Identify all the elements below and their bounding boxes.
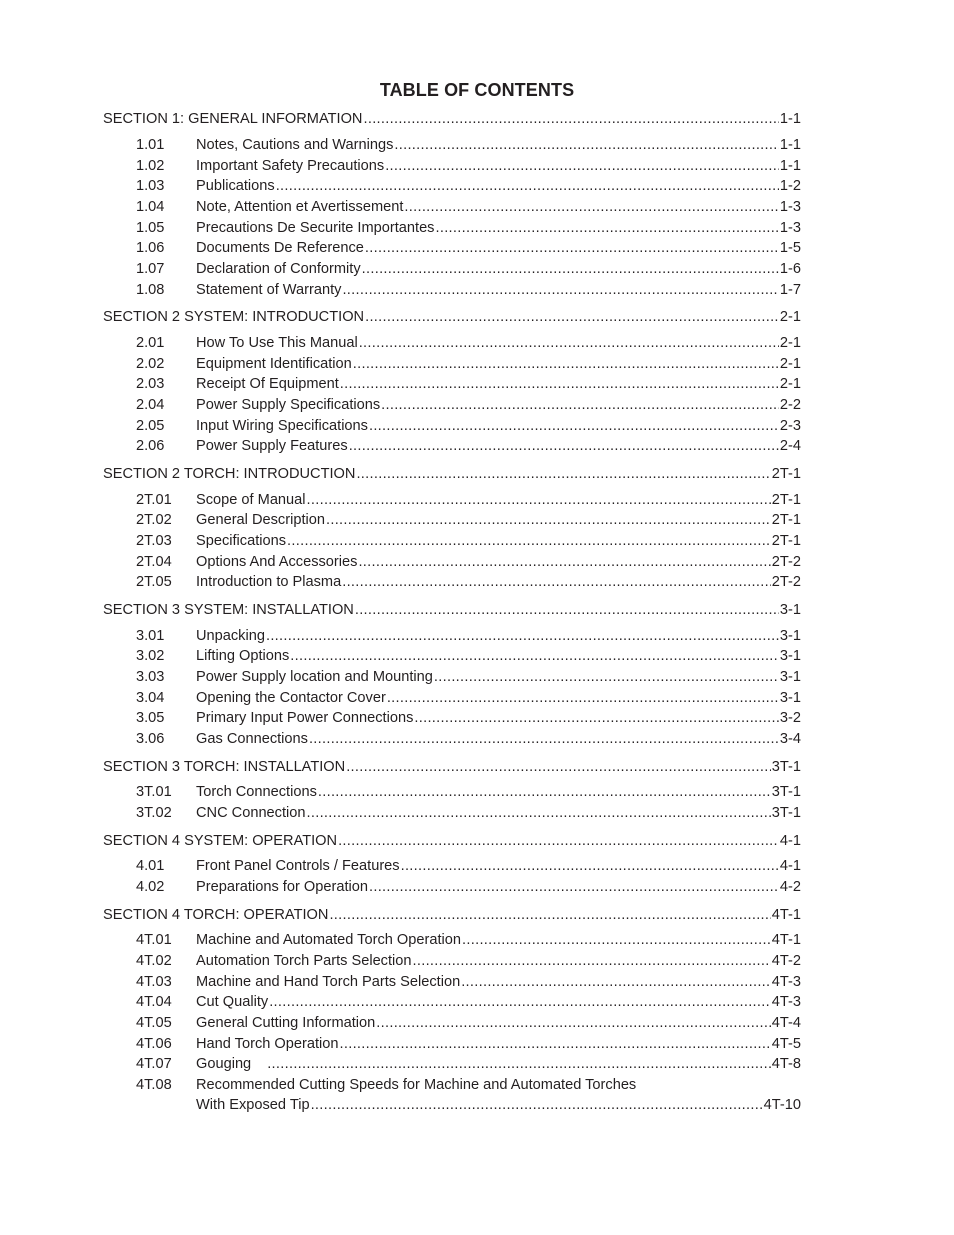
entry-title: Options And Accessories bbox=[196, 554, 358, 570]
toc-entry[interactable] bbox=[0, 856, 954, 876]
page-number: 2T-2 bbox=[771, 554, 801, 570]
dot-leader bbox=[369, 416, 779, 436]
dot-leader bbox=[269, 992, 771, 1012]
entry-title: Machine and Hand Torch Parts Selection bbox=[196, 974, 461, 990]
dot-leader bbox=[356, 464, 770, 484]
section-title: SECTION 2 TORCH: INTRODUCTION bbox=[103, 466, 356, 482]
toc-entry[interactable] bbox=[0, 436, 954, 456]
toc-entry[interactable] bbox=[0, 510, 954, 530]
page-number: 1-3 bbox=[779, 199, 801, 215]
dot-leader bbox=[365, 307, 779, 327]
page-number: 4T-8 bbox=[771, 1056, 801, 1072]
entry-number: 2.02 bbox=[136, 356, 165, 372]
page-number: 3-2 bbox=[779, 710, 801, 726]
entry-number: 4T.02 bbox=[136, 953, 172, 969]
page-number: 3-1 bbox=[779, 690, 801, 706]
entry-title: Automation Torch Parts Selection bbox=[196, 953, 412, 969]
dot-leader bbox=[358, 552, 770, 572]
page-number: 4T-3 bbox=[771, 974, 801, 990]
entry-number: 2.01 bbox=[136, 335, 165, 351]
page-number: 1-1 bbox=[779, 137, 801, 153]
entry-number: 1.05 bbox=[136, 220, 165, 236]
dot-leader bbox=[365, 238, 779, 258]
dot-leader bbox=[362, 259, 779, 279]
entry-title: Note, Attention et Avertissement bbox=[196, 199, 404, 215]
entry-title: Documents De Reference bbox=[196, 240, 364, 256]
toc-entry[interactable] bbox=[0, 667, 954, 687]
section-title: SECTION 4 TORCH: OPERATION bbox=[103, 907, 329, 923]
entry-title: Front Panel Controls / Features bbox=[196, 858, 400, 874]
toc-entry[interactable] bbox=[0, 354, 954, 374]
entry-title: Introduction to Plasma bbox=[196, 574, 342, 590]
dot-leader bbox=[462, 930, 771, 950]
page-number: 1-1 bbox=[779, 158, 801, 174]
dot-leader bbox=[404, 197, 779, 217]
toc-section[interactable] bbox=[0, 600, 954, 620]
entry-title: Gouging bbox=[196, 1056, 252, 1072]
page-number: 1-5 bbox=[779, 240, 801, 256]
page-number: 3T-1 bbox=[771, 805, 801, 821]
dot-leader bbox=[276, 176, 779, 196]
entry-title: Notes, Cautions and Warnings bbox=[196, 137, 394, 153]
dot-leader bbox=[342, 572, 771, 592]
dot-leader bbox=[309, 729, 779, 749]
toc-entry-continuation[interactable] bbox=[0, 1095, 954, 1115]
entry-number: 2T.05 bbox=[136, 574, 172, 590]
page-number: 4T-1 bbox=[771, 932, 801, 948]
section-title: SECTION 3 SYSTEM: INSTALLATION bbox=[103, 602, 354, 618]
toc-entry[interactable] bbox=[0, 416, 954, 436]
entry-title: Unpacking bbox=[196, 628, 265, 644]
entry-number: 2T.03 bbox=[136, 533, 172, 549]
entry-number: 4T.04 bbox=[136, 994, 172, 1010]
page-number: 4T-3 bbox=[771, 994, 801, 1010]
entry-title: How To Use This Manual bbox=[196, 335, 358, 351]
toc-entry[interactable] bbox=[0, 333, 954, 353]
toc-entry[interactable] bbox=[0, 218, 954, 238]
page-number: 2T-1 bbox=[771, 512, 801, 528]
page-number: 2T-2 bbox=[771, 574, 801, 590]
page-number: 1-2 bbox=[779, 178, 801, 194]
entry-number: 3.04 bbox=[136, 690, 165, 706]
toc-entry[interactable] bbox=[0, 572, 954, 592]
entry-number: 4T.03 bbox=[136, 974, 172, 990]
entry-number: 4T.08 bbox=[136, 1077, 172, 1093]
toc-entry[interactable] bbox=[0, 395, 954, 415]
entry-title: Torch Connections bbox=[196, 784, 317, 800]
entry-number: 4T.01 bbox=[136, 932, 172, 948]
entry-number: 1.07 bbox=[136, 261, 165, 277]
page-number: 3-1 bbox=[779, 648, 801, 664]
entry-title: Power Supply location and Mounting bbox=[196, 669, 433, 685]
toc-entry[interactable] bbox=[0, 156, 954, 176]
entry-title-continued: With Exposed Tip bbox=[196, 1097, 310, 1113]
toc-entry[interactable] bbox=[0, 877, 954, 897]
entry-title: Power Supply Features bbox=[196, 438, 348, 454]
dot-leader bbox=[353, 354, 779, 374]
dot-leader bbox=[355, 600, 779, 620]
toc-entry[interactable] bbox=[0, 1013, 954, 1033]
section-title: SECTION 1: GENERAL INFORMATION bbox=[103, 111, 363, 127]
toc-section[interactable] bbox=[0, 307, 954, 327]
entry-title: Specifications bbox=[196, 533, 287, 549]
page-number: 3T-1 bbox=[771, 784, 801, 800]
dot-leader bbox=[266, 626, 779, 646]
toc-entry[interactable] bbox=[0, 972, 954, 992]
toc-entry[interactable] bbox=[0, 552, 954, 572]
page-number: 2-3 bbox=[779, 418, 801, 434]
entry-number: 2.04 bbox=[136, 397, 165, 413]
page-number: 1-7 bbox=[779, 282, 801, 298]
entry-number: 4.02 bbox=[136, 879, 165, 895]
entry-title: Power Supply Specifications bbox=[196, 397, 381, 413]
entry-number: 4T.06 bbox=[136, 1036, 172, 1052]
toc-entry[interactable] bbox=[0, 259, 954, 279]
entry-number: 1.06 bbox=[136, 240, 165, 256]
entry-title: Statement of Warranty bbox=[196, 282, 342, 298]
dot-leader bbox=[342, 280, 778, 300]
entry-title: Equipment Identification bbox=[196, 356, 352, 372]
entry-number: 3T.02 bbox=[136, 805, 172, 821]
page-number: 4-1 bbox=[779, 858, 801, 874]
entry-title: Precautions De Securite Importantes bbox=[196, 220, 435, 236]
dot-leader bbox=[318, 782, 771, 802]
entry-title: Input Wiring Specifications bbox=[196, 418, 368, 434]
toc-entry[interactable] bbox=[0, 782, 954, 802]
dot-leader bbox=[376, 1013, 771, 1033]
page-number: 1-3 bbox=[779, 220, 801, 236]
dot-leader bbox=[461, 972, 771, 992]
page-number: 3-1 bbox=[779, 602, 801, 618]
entry-number: 2T.04 bbox=[136, 554, 172, 570]
toc-entry[interactable] bbox=[0, 531, 954, 551]
dot-leader bbox=[287, 531, 771, 551]
entry-title: Cut Quality bbox=[196, 994, 269, 1010]
toc-entry[interactable] bbox=[0, 688, 954, 708]
entry-number: 2.06 bbox=[136, 438, 165, 454]
dot-leader bbox=[267, 1054, 771, 1074]
page-number: 4T-1 bbox=[771, 907, 801, 923]
entry-title: Opening the Contactor Cover bbox=[196, 690, 386, 706]
page-number: 2T-1 bbox=[771, 492, 801, 508]
toc-entry[interactable] bbox=[0, 803, 954, 823]
page-number: 4T-2 bbox=[771, 953, 801, 969]
page-number: 2-1 bbox=[779, 335, 801, 351]
dot-leader bbox=[369, 877, 779, 897]
dot-leader bbox=[340, 1034, 771, 1054]
entry-number: 3.01 bbox=[136, 628, 165, 644]
section-title: SECTION 4 SYSTEM: OPERATION bbox=[103, 833, 338, 849]
page-number: 1-6 bbox=[779, 261, 801, 277]
page-number: 4T-4 bbox=[771, 1015, 801, 1031]
toc-entry[interactable] bbox=[0, 646, 954, 666]
entry-title: Lifting Options bbox=[196, 648, 290, 664]
toc-entry[interactable] bbox=[0, 951, 954, 971]
page-number: 1-1 bbox=[779, 111, 801, 127]
entry-title: Receipt Of Equipment bbox=[196, 376, 339, 392]
page-number: 3T-1 bbox=[771, 759, 801, 775]
toc-entry[interactable] bbox=[0, 626, 954, 646]
dot-leader bbox=[435, 218, 778, 238]
entry-number: 2T.02 bbox=[136, 512, 172, 528]
section-title: SECTION 3 TORCH: INSTALLATION bbox=[103, 759, 346, 775]
toc-section[interactable] bbox=[0, 905, 954, 925]
dot-leader bbox=[329, 905, 770, 925]
page-number: 4T-5 bbox=[771, 1036, 801, 1052]
page-number: 3-1 bbox=[779, 669, 801, 685]
entry-title: Publications bbox=[196, 178, 275, 194]
dot-leader bbox=[311, 1095, 763, 1115]
entry-title: Primary Input Power Connections bbox=[196, 710, 414, 726]
page-number: 4-2 bbox=[779, 879, 801, 895]
toc-entry[interactable] bbox=[0, 238, 954, 258]
entry-number: 1.02 bbox=[136, 158, 165, 174]
entry-title: Important Safety Precautions bbox=[196, 158, 385, 174]
toc-entry[interactable] bbox=[0, 930, 954, 950]
dot-leader bbox=[359, 333, 779, 353]
entry-number: 4.01 bbox=[136, 858, 165, 874]
entry-number: 4T.07 bbox=[136, 1056, 172, 1072]
entry-title: Declaration of Conformity bbox=[196, 261, 361, 277]
entry-number: 2T.01 bbox=[136, 492, 172, 508]
dot-leader bbox=[307, 803, 771, 823]
entry-title: General Cutting Information bbox=[196, 1015, 376, 1031]
entry-number: 1.08 bbox=[136, 282, 165, 298]
dot-leader bbox=[307, 490, 771, 510]
entry-number: 4T.05 bbox=[136, 1015, 172, 1031]
page-number: 2-1 bbox=[779, 309, 801, 325]
dot-leader bbox=[394, 135, 779, 155]
dot-leader bbox=[387, 688, 779, 708]
dot-leader bbox=[290, 646, 779, 666]
dot-leader bbox=[385, 156, 779, 176]
dot-leader bbox=[401, 856, 779, 876]
toc-entry[interactable] bbox=[0, 374, 954, 394]
section-title: SECTION 2 SYSTEM: INTRODUCTION bbox=[103, 309, 365, 325]
entry-title: Scope of Manual bbox=[196, 492, 306, 508]
toc-entry[interactable] bbox=[0, 176, 954, 196]
entry-title: Hand Torch Operation bbox=[196, 1036, 339, 1052]
toc-section[interactable] bbox=[0, 831, 954, 851]
dot-leader bbox=[414, 708, 779, 728]
page-number: 4T-10 bbox=[763, 1097, 801, 1113]
entry-number: 1.04 bbox=[136, 199, 165, 215]
page-number: 3-4 bbox=[779, 731, 801, 747]
dot-leader bbox=[326, 510, 771, 530]
toc-entry[interactable] bbox=[0, 280, 954, 300]
page-number: 2-2 bbox=[779, 397, 801, 413]
page-number: 4-1 bbox=[779, 833, 801, 849]
toc-entry[interactable] bbox=[0, 490, 954, 510]
dot-leader bbox=[363, 109, 778, 129]
entry-number: 1.03 bbox=[136, 178, 165, 194]
entry-title: Gas Connections bbox=[196, 731, 308, 747]
toc-entry[interactable] bbox=[0, 729, 954, 749]
entry-title: Preparations for Operation bbox=[196, 879, 368, 895]
toc-entry[interactable] bbox=[0, 197, 954, 217]
toc-section[interactable] bbox=[0, 464, 954, 484]
toc-entry[interactable] bbox=[0, 1075, 954, 1095]
entry-number: 1.01 bbox=[136, 137, 165, 153]
dot-leader bbox=[340, 374, 779, 394]
dot-leader bbox=[349, 436, 779, 456]
page-number: 2-1 bbox=[779, 356, 801, 372]
page-number: 2-1 bbox=[779, 376, 801, 392]
toc-entry[interactable] bbox=[0, 992, 954, 1012]
entry-number: 3.05 bbox=[136, 710, 165, 726]
entry-number: 2.03 bbox=[136, 376, 165, 392]
toc-entry[interactable] bbox=[0, 1054, 954, 1074]
entry-number: 3.02 bbox=[136, 648, 165, 664]
toc-section[interactable] bbox=[0, 109, 954, 129]
dot-leader bbox=[346, 757, 771, 777]
entry-number: 3.03 bbox=[136, 669, 165, 685]
dot-leader bbox=[338, 831, 779, 851]
entry-title: Machine and Automated Torch Operation bbox=[196, 932, 462, 948]
dot-leader bbox=[434, 667, 779, 687]
page-number: 2T-1 bbox=[771, 533, 801, 549]
dot-leader bbox=[381, 395, 779, 415]
toc-title: TABLE OF CONTENTS bbox=[379, 80, 575, 100]
entry-title: CNC Connection bbox=[196, 805, 306, 821]
toc-entry[interactable] bbox=[0, 135, 954, 155]
dot-leader bbox=[413, 951, 771, 971]
entry-number: 2.05 bbox=[136, 418, 165, 434]
toc-section[interactable] bbox=[0, 757, 954, 777]
toc-entry[interactable] bbox=[0, 708, 954, 728]
page-number: 3-1 bbox=[779, 628, 801, 644]
page-number: 2-4 bbox=[779, 438, 801, 454]
entry-title: Recommended Cutting Speeds for Machine and Automated Torches bbox=[196, 1077, 637, 1093]
entry-number: 3T.01 bbox=[136, 784, 172, 800]
page-number: 2T-1 bbox=[771, 466, 801, 482]
entry-number: 3.06 bbox=[136, 731, 165, 747]
toc-entry[interactable] bbox=[0, 1034, 954, 1054]
entry-title: General Description bbox=[196, 512, 325, 528]
